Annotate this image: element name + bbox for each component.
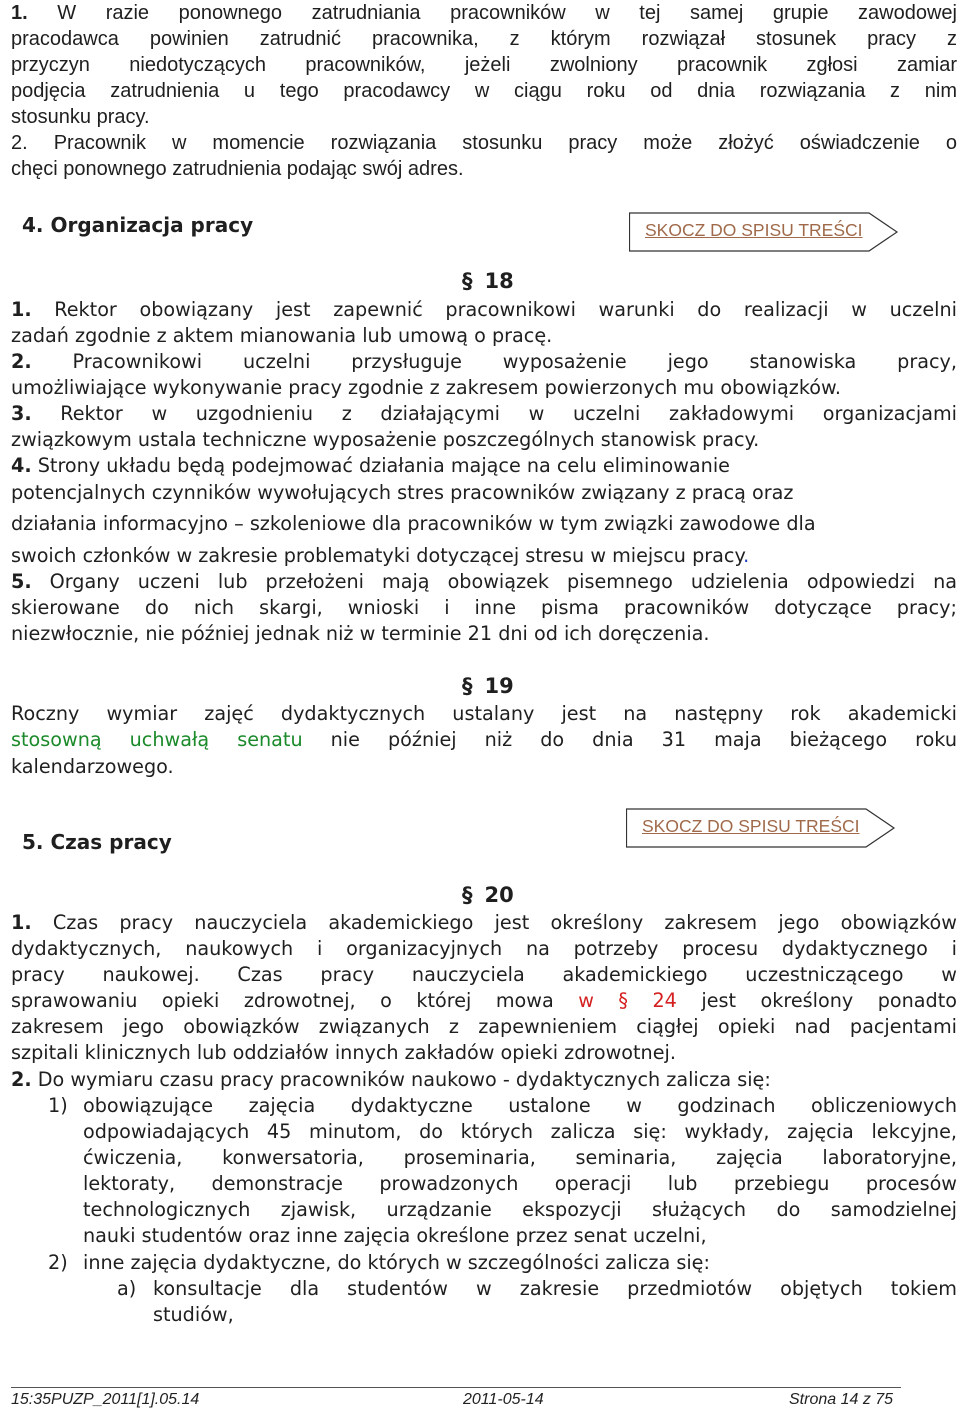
text-line: dydaktycznych, naukowych i organizacyjnych na potrzeby procesu dydaktycznego i (11, 937, 957, 960)
item-number: 5. (11, 570, 32, 593)
text-run: W razie ponownego zatrudniania pracowników w tej samej grupie zawodowej (27, 2, 957, 24)
text-run: Czas pracy nauczyciela akademickiego jest określony zakresem jego obowiązków (31, 911, 957, 934)
text-line (11, 0, 957, 26)
text-run: Do wymiaru czasu pracy pracowników naukowo - dydaktycznych zalicza się: (31, 1068, 771, 1091)
text-line: pracy naukowej. Czas pracy nauczyciela akademickiego uczestniczącego w (11, 963, 957, 986)
skip-label[interactable]: SKOCZ DO SPISU TREŚCI (645, 220, 863, 240)
text-line: zadań zgodnie z aktem mianowania lub umową o pracę. (11, 324, 553, 347)
text-run: jest określony ponadto (676, 989, 957, 1012)
skip-to-toc-link[interactable] (626, 808, 896, 846)
text-line: przyczyn niedotyczących pracowników, jeżeli zwolniony pracownik zgłosi zamiar (11, 54, 957, 76)
text-line (11, 453, 957, 479)
text-line (11, 727, 957, 753)
skip-to-toc-link[interactable] (629, 212, 899, 250)
text-line (11, 297, 957, 323)
text-line: inne zajęcia dydaktyczne, do których w szczególności zalicza się: (83, 1251, 710, 1274)
list-letter: a) (117, 1277, 137, 1300)
text-line: 2. Pracownik w momencie rozwiązania stosunku pracy może złożyć oświadczenie o (11, 132, 957, 154)
item-number: 1. (11, 2, 28, 24)
cross-reference-link[interactable]: w § 24 (578, 989, 677, 1012)
item-number: 2. (11, 350, 32, 373)
text-line: pracodawca powinien zatrudnić pracownika, z którym rozwiązał stosunek pracy z (11, 28, 957, 50)
text-line: skierowane do nich skargi, wnioski i inne pisma pracowników dotyczące pracy; (11, 596, 957, 619)
footer-filename: 15:35PUZP_2011[1].05.14 (11, 1391, 200, 1408)
section-heading: 5. Czas pracy (22, 830, 172, 854)
text-line: nauki studentów oraz inne zajęcia określone przez senat uczelni, (83, 1224, 707, 1247)
text-line: konsultacje dla studentów w zakresie przedmiotów objętych tokiem (153, 1277, 957, 1300)
text-run: nie później niż do dnia 31 maja bieżącego roku (302, 728, 957, 751)
text-run: Organy uczeni lub przełożeni mają obowiązek pisemnego udzielenia odpowiedzi na (31, 570, 957, 593)
page-footer (11, 1387, 901, 1412)
section-sign: § (462, 269, 473, 293)
text-line: zakresem jego obowiązków związanych z zapewnieniem ciągłej opieki nad pacjentami (11, 1015, 957, 1038)
text-run: sprawowaniu opieki zdrowotnej, o której mowa (11, 989, 579, 1012)
text-line (11, 1067, 957, 1093)
paragraph-number (462, 674, 514, 698)
text-line (11, 569, 957, 595)
paragraph-value: 18 (484, 269, 514, 293)
text-line: ćwiczenia, konwersatoria, proseminaria, seminaria, zajęcia laboratoryjne, (83, 1146, 957, 1169)
text-line: lektoraty, demonstracje prowadzonych operacji lub przebiegu procesów (83, 1172, 957, 1195)
paragraph-value: 20 (484, 883, 514, 907)
text-run: Rektor w uzgodnieniu z działającymi w uczelni zakładowymi organizacjami (31, 402, 957, 425)
text-line: umożliwiające wykonywanie pracy zgodnie z zakresem powierzonych mu obowiązków. (11, 376, 842, 399)
text-line (11, 910, 957, 936)
text-line: technologicznych zjawisk, urządzanie ekspozycji służących do samodzielnej (83, 1198, 957, 1221)
text-line: odpowiadających 45 minutom, do których zalicza się: wykłady, zajęcia lekcyjne, (83, 1120, 957, 1143)
text-line: chęci ponownego zatrudnienia podając swój adres. (11, 158, 464, 180)
text-line: szpitali klinicznych lub oddziałów innych zakładów opieki zdrowotnej. (11, 1041, 676, 1064)
text-line: związkowym ustala techniczne wyposażenie poszczególnych stanowisk pracy. (11, 428, 760, 451)
paragraph-number (462, 883, 514, 907)
paragraph-value: 19 (484, 674, 514, 698)
text-run: Rektor obowiązany jest zapewnić pracownikowi warunki do realizacji w uczelni (31, 298, 957, 321)
text-line: działania informacyjno – szkoleniowe dla pracowników w tym związki zawodowe dla (11, 512, 816, 535)
text-run: swoich członków w zakresie problematyki dotyczącej stresu w miejscu pracy (11, 544, 744, 567)
section-heading: 4. Organizacja pracy (22, 213, 254, 237)
text-line (11, 401, 957, 427)
footer-page-number: Strona 14 z 75 (789, 1391, 894, 1408)
text-run: . (743, 544, 750, 567)
item-number: 1. (11, 911, 32, 934)
item-number: 2. (11, 1068, 32, 1091)
text-line: stosunku pracy. (11, 106, 150, 128)
text-line (11, 543, 957, 569)
text-line: Roczny wymiar zajęć dydaktycznych ustalany jest na następny rok akademicki (11, 702, 957, 725)
text-line (11, 349, 957, 375)
text-run: Strony układu będą podejmować działania mające na celu eliminowanie (31, 454, 730, 477)
text-line: potencjalnych czynników wywołujących stres pracowników związany z pracą oraz (11, 481, 794, 504)
resolution-link[interactable]: stosowną uchwałą senatu (11, 728, 303, 751)
footer-date: 2011-05-14 (463, 1391, 544, 1408)
list-number: 2) (48, 1251, 68, 1274)
section-sign: § (462, 883, 473, 907)
paragraph-number (462, 269, 514, 293)
section-sign: § (462, 674, 473, 698)
item-number: 4. (11, 454, 32, 477)
item-number: 1. (11, 298, 32, 321)
item-number: 3. (11, 402, 32, 425)
list-number: 1) (48, 1094, 68, 1117)
text-run: Pracownikowi uczelni przysługuje wyposażenie jego stanowiska pracy, (31, 350, 957, 373)
text-line: obowiązujące zajęcia dydaktyczne ustalone w godzinach obliczeniowych (83, 1094, 957, 1117)
text-line: podjęcia zatrudnienia u tego pracodawcy w ciągu roku od dnia rozwiązania z nim (11, 80, 957, 102)
text-line: studiów, (153, 1303, 234, 1326)
text-line (11, 988, 957, 1014)
text-line: niezwłocznie, nie później jednak niż w terminie 21 dni od ich doręczenia. (11, 622, 710, 645)
skip-label[interactable]: SKOCZ DO SPISU TREŚCI (642, 816, 860, 836)
text-line: kalendarzowego. (11, 755, 174, 778)
